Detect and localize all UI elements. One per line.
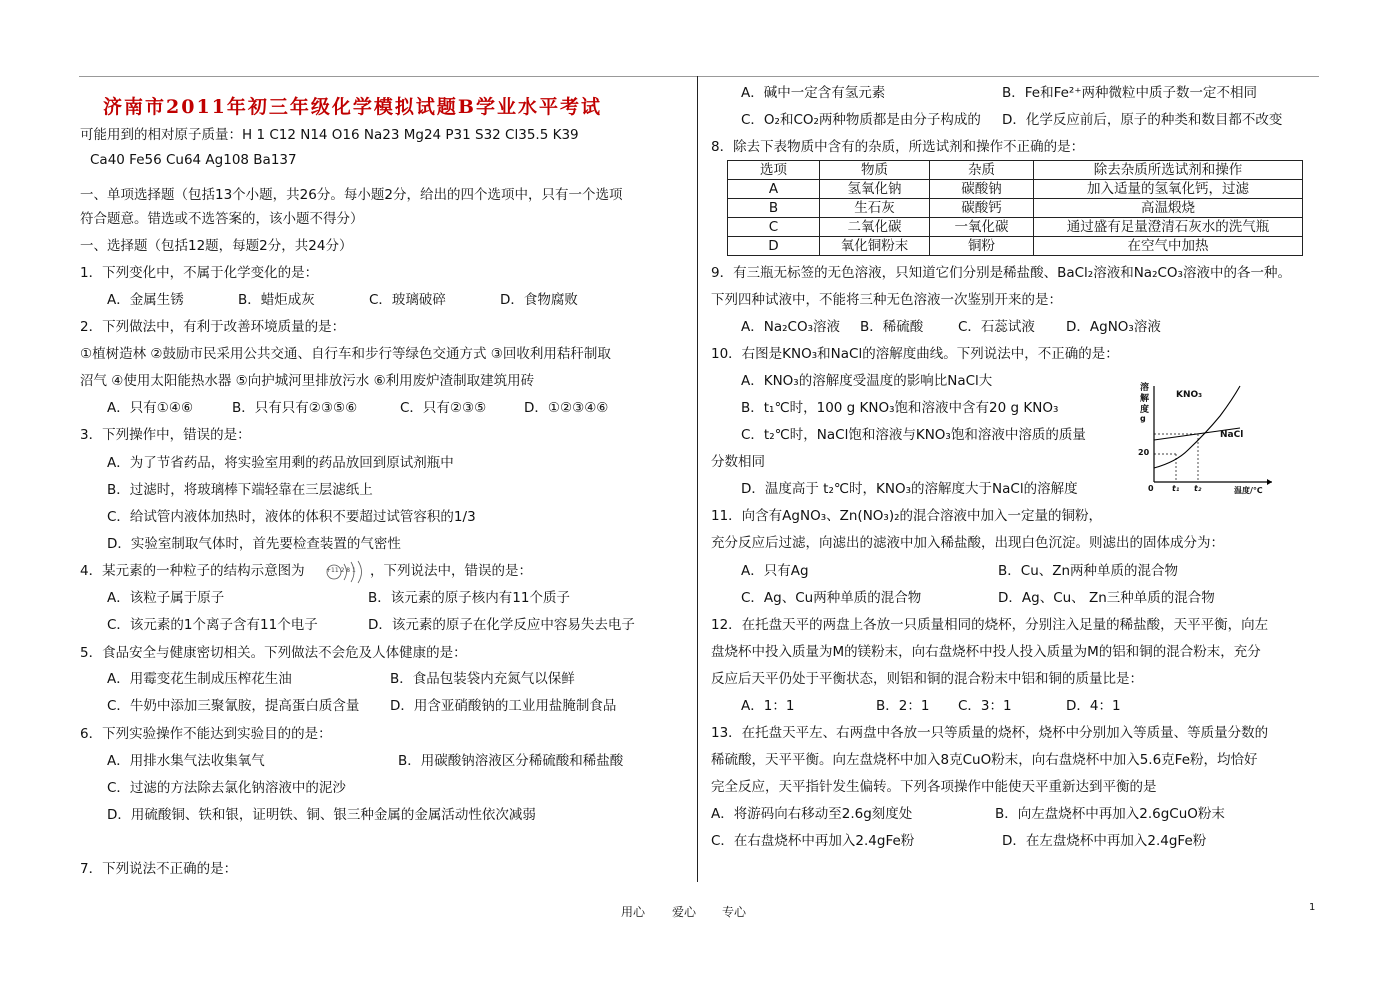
impurity-table <box>727 160 1303 256</box>
page-number: 1 <box>1309 902 1316 913</box>
q13-option-d: D．在左盘烧杯中再加入2.4gFe粉 <box>1002 833 1207 849</box>
section-instructions-2: 符合题意。错选或不选答案的，该小题不得分） <box>80 211 364 227</box>
table-header-cell: 杂质 <box>930 161 1034 180</box>
q9-option-a: A．Na₂CO₃溶液 <box>741 319 840 335</box>
q13-line2: 稀硫酸，天平平衡。向左盘烧杯中加入8克CuO粉末，向右盘烧杯中加入5.6克Fe粉，均恰好 <box>711 752 1258 768</box>
q11-option-a: A．只有Ag <box>741 563 809 579</box>
graph-yunit: g <box>1140 414 1146 423</box>
q2-option-a: A．只有①④⑥ <box>107 400 194 416</box>
q6-option-d: D．用硫酸铜、铁和银，证明铁、铜、银三种金属的金属活动性依次减弱 <box>107 807 536 823</box>
graph-origin: 0 <box>1148 484 1154 493</box>
atomic-masses-line1: 可能用到的相对原子质量：H 1 C12 N14 O16 Na23 Mg24 P31 S32 Cl35.5 K39 <box>80 127 579 143</box>
graph-ylabel: 解 <box>1140 394 1150 404</box>
q1-stem: 1．下列变化中，不属于化学变化的是： <box>80 265 319 281</box>
q3-option-c: C．给试管内液体加热时，液体的体积不要超过试管容积的1/3 <box>107 509 476 525</box>
graph-ylabel: 溶 <box>1140 383 1150 393</box>
table-row <box>728 237 1303 256</box>
table-cell: 氢氧化钠 <box>820 180 930 199</box>
table-cell: 高温煅烧 <box>1034 199 1303 218</box>
q12-line2: 盘烧杯中投入质量为M的镁粉末，向右盘烧杯中投人投入质量为M的铝和铜的混合粉末，充分 <box>711 644 1261 660</box>
section-heading: 一、选择题（包括12题，每题2分，共24分） <box>80 238 353 254</box>
q11-line2: 充分反应后过滤，向滤出的滤液中加入稀盐酸，出现白色沉淀。则滤出的固体成分为： <box>711 535 1224 551</box>
graph-ylabel: 度 <box>1140 405 1150 415</box>
column-divider <box>697 76 698 882</box>
table-cell: 碳酸钙 <box>930 199 1034 218</box>
table-cell: B <box>728 199 820 218</box>
q11-option-d: D．Ag、Cu、 Zn三种单质的混合物 <box>998 590 1215 606</box>
q11-line1: 11．向含有AgNO₃、Zn(NO₃)₂的混合溶液中加入一定量的铜粉， <box>711 508 1103 524</box>
q4-option-c: C．该元素的1个离子含有11个电子 <box>107 617 318 633</box>
q13-line3: 完全反应，天平指针发生偏转。下列各项操作中能使天平重新达到平衡的是 <box>711 779 1157 795</box>
q1-option-c: C．玻璃破碎 <box>369 292 446 308</box>
q2-option-b: B．只有只有②③⑤⑥ <box>232 400 358 416</box>
table-cell: 通过盛有足量澄清石灰水的洗气瓶 <box>1034 218 1303 237</box>
table-cell: 生石灰 <box>820 199 930 218</box>
table-cell: C <box>728 218 820 237</box>
q5-option-b: B．食品包装袋内充氮气以保鲜 <box>390 671 575 687</box>
q5-option-c: C．牛奶中添加三聚氰胺，提高蛋白质含量 <box>107 698 360 714</box>
footer-text-3: 专心 <box>722 905 747 919</box>
q4-option-d: D．该元素的原子在化学反应中容易失去电子 <box>368 617 635 633</box>
q6-option-c: C．过滤的方法除去氯化钠溶液中的泥沙 <box>107 780 346 796</box>
table-header-cell: 物质 <box>820 161 930 180</box>
q4-stem-end: ，下列说法中，错误的是： <box>370 563 532 579</box>
q5-stem: 5．食品安全与健康密切相关。下列做法不会危及人体健康的是： <box>80 645 467 661</box>
solubility-curve-figure <box>1128 378 1278 496</box>
q2-line2: 沼气 ④使用太阳能热水器 ⑤向护城河里排放污水 ⑥利用废炉渣制取建筑用砖 <box>80 373 535 389</box>
q7-option-a: A．碱中一定含有氢元素 <box>741 85 886 101</box>
table-row <box>728 218 1303 237</box>
q7-option-c: C．O₂和CO₂两种物质都是由分子构成的 <box>741 112 981 128</box>
q6-stem: 6．下列实验操作不能达到实验目的的是： <box>80 726 332 742</box>
table-cell: 氧化铜粉末 <box>820 237 930 256</box>
atom-structure-diagram <box>322 558 366 586</box>
q4-option-b: B．该元素的原子核内有11个质子 <box>368 590 570 606</box>
q12-option-a: A．1：1 <box>741 698 795 714</box>
q10-option-c-cont: 分数相同 <box>711 454 765 470</box>
q3-option-a: A．为了节省药品，将实验室用剩的药品放回到原试剂瓶中 <box>107 455 454 471</box>
table-cell: 一氧化碳 <box>930 218 1034 237</box>
q1-option-d: D．食物腐败 <box>500 292 578 308</box>
graph-nacl-label: NaCl <box>1220 430 1244 440</box>
q13-option-a: A．将游码向右移动至2.6g刻度处 <box>711 806 913 822</box>
table-cell: 碳酸钠 <box>930 180 1034 199</box>
table-header-cell: 除去杂质所选试剂和操作 <box>1034 161 1303 180</box>
footer-text-2: 爱心 <box>672 905 697 919</box>
q12-line3: 反应后天平仍处于平衡状态，则铝和铜的混合粉末中铝和铜的质量比是： <box>711 671 1143 687</box>
q10-option-b: B．t₁℃时，100 g KNO₃饱和溶液中含有20 g KNO₃ <box>741 400 1059 416</box>
q9-option-d: D．AgNO₃溶液 <box>1066 319 1161 335</box>
atom-diagram-label: +11 2 8 1 <box>326 567 356 574</box>
q11-option-b: B．Cu、Zn两种单质的混合物 <box>998 563 1179 579</box>
graph-kno3-label: KNO₃ <box>1176 390 1203 400</box>
atomic-masses-line2: Ca40 Fe56 Cu64 Ag108 Ba137 <box>90 152 297 168</box>
q9-line1: 9．有三瓶无标签的无色溶液，只知道它们分别是稀盐酸、BaCl₂溶液和Na₂CO₃溶液中的各一种。 <box>711 265 1291 281</box>
q9-option-c: C．石蕊试液 <box>958 319 1035 335</box>
q2-option-d: D．①②③④⑥ <box>524 400 609 416</box>
q13-option-c: C．在右盘烧杯中再加入2.4gFe粉 <box>711 833 915 849</box>
q12-line1: 12．在托盘天平的两盘上各放一只质量相同的烧杯，分别注入足量的稀盐酸，天平平衡，向左 <box>711 617 1269 633</box>
table-cell: 加入适量的氢氧化钙，过滤 <box>1034 180 1303 199</box>
q12-option-b: B．2：1 <box>876 698 930 714</box>
q1-option-b: B．蜡炬成灰 <box>238 292 315 308</box>
q7-option-b: B．Fe和Fe²⁺两种微粒中质子数一定不相同 <box>1002 85 1257 101</box>
q12-option-d: D．4：1 <box>1066 698 1121 714</box>
graph-tick-20: 20 <box>1138 448 1150 457</box>
q9-line2: 下列四种试液中，不能将三种无色溶液一次鉴别开来的是： <box>711 292 1062 308</box>
q4-option-a: A．该粒子属于原子 <box>107 590 225 606</box>
graph-t1: t₁ <box>1172 484 1180 493</box>
q8-stem: 8．除去下表物质中含有的杂质，所选试剂和操作不正确的是： <box>711 139 1085 155</box>
q9-option-b: B．稀硫酸 <box>860 319 924 335</box>
table-header-cell: 选项 <box>728 161 820 180</box>
table-row <box>728 199 1303 218</box>
q3-option-d: D．实验室制取气体时，首先要检查装置的气密性 <box>107 536 401 552</box>
q13-option-b: B．向左盘烧杯中再加入2.6gCuO粉末 <box>995 806 1225 822</box>
q7-option-d: D．化学反应前后，原子的种类和数目都不改变 <box>1002 112 1283 128</box>
table-cell: 二氧化碳 <box>820 218 930 237</box>
page-title: 济南市2011年初三年级化学模拟试题B学业水平考试 <box>103 96 602 118</box>
q1-option-a: A．金属生锈 <box>107 292 184 308</box>
q2-stem: 2．下列做法中，有利于改善环境质量的是： <box>80 319 346 335</box>
q5-option-d: D．用含亚硝酸钠的工业用盐腌制食品 <box>390 698 617 714</box>
table-cell: 在空气中加热 <box>1034 237 1303 256</box>
table-header-row <box>728 161 1303 180</box>
q10-option-d: D．温度高于 t₂℃时，KNO₃的溶解度大于NaCl的溶解度 <box>741 481 1078 497</box>
table-cell: D <box>728 237 820 256</box>
q3-stem: 3．下列操作中，错误的是： <box>80 427 251 443</box>
q10-option-c: C．t₂℃时，NaCl饱和溶液与KNO₃饱和溶液中溶质的质量 <box>741 427 1086 443</box>
q3-option-b: B．过滤时，将玻璃棒下端轻靠在三层滤纸上 <box>107 482 373 498</box>
q13-line1: 13．在托盘天平左、右两盘中各放一只等质量的烧杯，烧杯中分别加入等质量、等质量分数的 <box>711 725 1269 741</box>
top-rule <box>79 76 1319 77</box>
graph-xlabel: 温度/℃ <box>1234 486 1263 495</box>
q6-option-b: B．用碳酸钠溶液区分稀硫酸和稀盐酸 <box>398 753 624 769</box>
table-cell: 铜粉 <box>930 237 1034 256</box>
q2-option-c: C．只有②③⑤ <box>400 400 487 416</box>
q6-option-a: A．用排水集气法收集氧气 <box>107 753 265 769</box>
table-cell: A <box>728 180 820 199</box>
q5-option-a: A．用霉变花生制成压榨花生油 <box>107 671 292 687</box>
section-instructions-1: 一、单项选择题（包括13个小题，共26分。每小题2分，给出的四个选项中，只有一个选项 <box>80 187 623 203</box>
q2-line1: ①植树造林 ②鼓励市民采用公共交通、自行车和步行等绿色交通方式 ③回收利用秸秆制取 <box>80 346 611 362</box>
q4-stem-start: 4．某元素的一种粒子的结构示意图为 <box>80 563 305 579</box>
q10-option-a: A．KNO₃的溶解度受温度的影响比NaCl大 <box>741 373 993 389</box>
q11-option-c: C．Ag、Cu两种单质的混合物 <box>741 590 922 606</box>
q7-stem: 7．下列说法不正确的是： <box>80 861 238 877</box>
footer-text-1: 用心 <box>621 905 646 919</box>
table-row <box>728 180 1303 199</box>
q10-stem: 10．右图是KNO₃和NaCl的溶解度曲线。下列说法中，不正确的是： <box>711 346 1119 362</box>
q12-option-c: C．3：1 <box>958 698 1012 714</box>
graph-t2: t₂ <box>1194 484 1202 493</box>
